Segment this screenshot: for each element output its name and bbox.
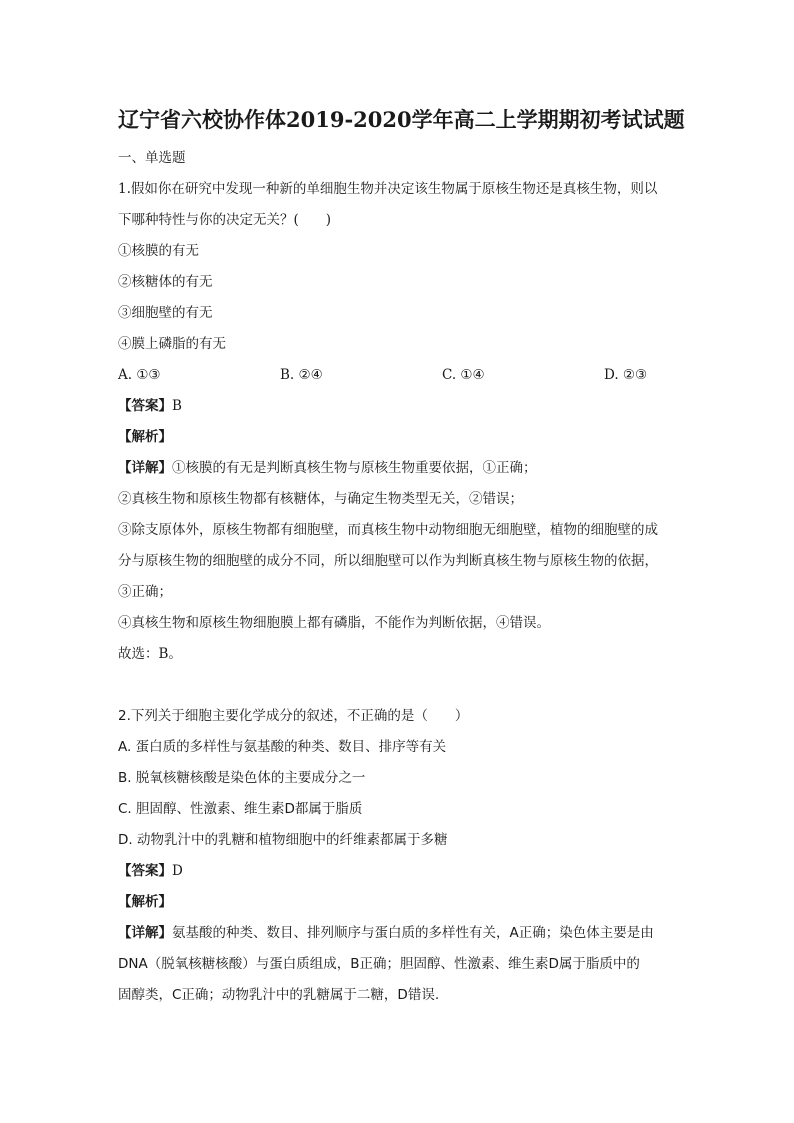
q1-stem-line-1: 1.假如你在研究中发现一种新的单细胞生物并决定该生物属于原核生物还是真核生物，则以 bbox=[118, 181, 658, 197]
q1-detail-line-5: ③正确； bbox=[118, 584, 172, 600]
document-body bbox=[118, 143, 678, 1011]
q1-detail-text-1: ①核膜的有无是判断真核生物与原核生物重要依据，①正确； bbox=[172, 460, 537, 476]
q1-detail-label: 【详解】 bbox=[118, 460, 172, 476]
q1-item-3: ③细胞壁的有无 bbox=[118, 305, 213, 321]
q1-detail-line-1 bbox=[118, 453, 678, 484]
q2-answer-value: D bbox=[172, 863, 183, 879]
q1-item-2: ②核糖体的有无 bbox=[118, 274, 213, 290]
q1-answer-label: 【答案】 bbox=[118, 398, 172, 414]
q2-answer bbox=[118, 856, 678, 887]
q2-analysis-label: 【解析】 bbox=[118, 894, 172, 910]
section-heading: 一、单选题 bbox=[118, 150, 186, 166]
q1-option-d: D. ②③ bbox=[604, 367, 648, 383]
q1-detail-line-2: ②真核生物和原核生物都有核糖体，与确定生物类型无关，②错误； bbox=[118, 491, 523, 507]
question-separator bbox=[118, 670, 678, 701]
page-title: 辽宁省六校协作体2019-2020学年高二上学期期初考试试题 bbox=[118, 107, 685, 132]
q1-analysis-label: 【解析】 bbox=[118, 429, 172, 445]
q1-item-1: ①核膜的有无 bbox=[118, 243, 199, 259]
q2-detail-line-3: 固醇类，C正确；动物乳汁中的乳糖属于二糖，D错误. bbox=[118, 987, 440, 1003]
q1-detail-line-6: ④真核生物和原核生物细胞膜上都有磷脂，不能作为判断依据，④错误。 bbox=[118, 615, 550, 631]
q2-option-d: D. 动物乳汁中的乳糖和植物细胞中的纤维素都属于多糖 bbox=[118, 832, 448, 848]
q2-option-a: A. 蛋白质的多样性与氨基酸的种类、数目、排序等有关 bbox=[118, 739, 447, 755]
q1-option-a: A. ①③ bbox=[118, 367, 161, 383]
q1-answer-value: B bbox=[172, 398, 182, 414]
q2-detail-text-1: 氨基酸的种类、数目、排列顺序与蛋白质的多样性有关，A正确；染色体主要是由 bbox=[172, 925, 654, 941]
q1-options bbox=[118, 360, 678, 391]
q2-detail-line-1 bbox=[118, 918, 678, 949]
q1-conclusion: 故选：B。 bbox=[118, 646, 182, 662]
q1-item-4: ④膜上磷脂的有无 bbox=[118, 336, 226, 352]
q2-detail-label: 【详解】 bbox=[118, 925, 172, 941]
q2-answer-label: 【答案】 bbox=[118, 863, 172, 879]
q2-stem: 2.下列关于细胞主要化学成分的叙述，不正确的是（ ） bbox=[118, 708, 469, 724]
q1-answer bbox=[118, 391, 678, 422]
q2-option-c: C. 胆固醇、性激素、维生素D都属于脂质 bbox=[118, 801, 363, 817]
q2-option-b: B. 脱氧核糖核酸是染色体的主要成分之一 bbox=[118, 770, 366, 786]
q1-detail-line-4: 分与原核生物的细胞壁的成分不同，所以细胞壁可以作为判断真核生物与原核生物的依据， bbox=[118, 553, 658, 569]
q1-option-c: C. ①④ bbox=[442, 367, 485, 383]
q2-detail-line-2: DNA（脱氧核糖核酸）与蛋白质组成，B正确；胆固醇、性激素、维生素D属于脂质中的 bbox=[118, 956, 640, 972]
q1-option-b: B. ②④ bbox=[280, 367, 323, 383]
q1-stem-line-2: 下哪种特性与你的决定无关？( ) bbox=[118, 212, 332, 228]
q1-detail-line-3: ③除支原体外，原核生物都有细胞壁，而真核生物中动物细胞无细胞壁，植物的细胞壁的成 bbox=[118, 522, 658, 538]
